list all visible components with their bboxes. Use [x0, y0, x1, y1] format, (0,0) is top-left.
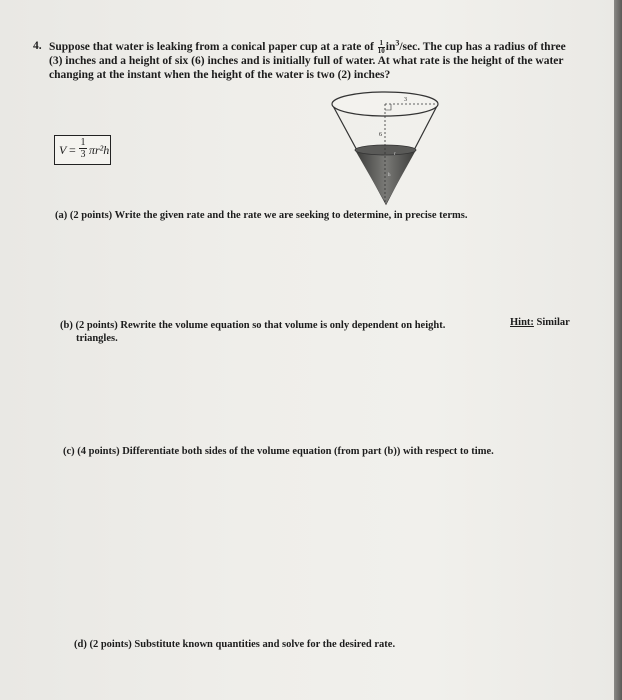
part-d-label: (d): [74, 639, 87, 650]
part-c-points: (4 points): [77, 446, 120, 457]
problem-statement: [33, 40, 578, 82]
part-b: [60, 319, 500, 345]
part-b-continuation: triangles.: [76, 333, 118, 344]
part-b-points: (2 points): [75, 320, 118, 331]
water-height-label: h: [388, 173, 391, 178]
part-b-text-end: .: [442, 320, 446, 331]
problem-text-start: Suppose that water is leaking from a conical paper cup at a rate of: [49, 41, 377, 54]
height-label: 6: [379, 132, 382, 138]
formula-denominator: 3: [80, 149, 86, 160]
part-b-label: (b): [60, 320, 73, 331]
rate-unit: in: [385, 41, 396, 54]
part-d: [74, 638, 395, 651]
part-a-points: (2 points): [69, 210, 113, 221]
problem-emphasis-height: height: [471, 55, 502, 67]
hint-text: Similar: [533, 317, 570, 328]
page-edge-shadow: [614, 0, 622, 700]
formula-equals: =: [69, 143, 76, 157]
rate-denominator: 10: [377, 47, 385, 55]
part-d-points: (2 points): [89, 639, 132, 650]
part-c-text: Differentiate both sides of the volume equation (from part (b)) with respect to time.: [122, 446, 494, 457]
formula-fraction: [79, 137, 87, 160]
water-radius-label: r: [394, 152, 396, 157]
cone-diagram: [330, 84, 440, 206]
rate-numerator: 1: [379, 39, 383, 47]
formula-rest: πr²h: [89, 143, 110, 157]
formula-v: V: [59, 143, 67, 157]
problem-text: [49, 40, 578, 82]
problem-number: 4.: [33, 40, 42, 52]
problem-text-middle: /sec. The cup has a radius of three (3) inches and a height of six (6) inches and is initially full of water. At what rate is the: [49, 41, 566, 67]
water-surface: [355, 145, 416, 155]
part-b-emphasis: height: [414, 320, 443, 331]
part-b-text: Rewrite the volume equation so that volume is only dependent on: [120, 320, 415, 331]
water-cone: [355, 150, 416, 204]
part-a: [55, 209, 467, 222]
hint-label: Hint:: [510, 317, 534, 328]
part-c-label: (c): [63, 446, 75, 457]
part-d-text: Substitute known quantities and solve for the desired rate.: [134, 639, 396, 650]
volume-formula-box: [54, 135, 111, 165]
problem-text-end: of the water changing at the instant when the height of the water is two (2) inches?: [49, 55, 564, 81]
part-a-text: Write the given rate and the rate we are seeking to determine, in precise terms.: [114, 210, 468, 221]
formula-numerator: 1: [80, 137, 86, 148]
part-b-hint: [510, 317, 570, 328]
part-c: [63, 445, 494, 458]
part-a-label: (a): [55, 210, 68, 221]
rate-unit-exponent: 3: [395, 38, 400, 48]
rate-fraction: [378, 40, 385, 55]
radius-label: 3: [404, 97, 407, 103]
